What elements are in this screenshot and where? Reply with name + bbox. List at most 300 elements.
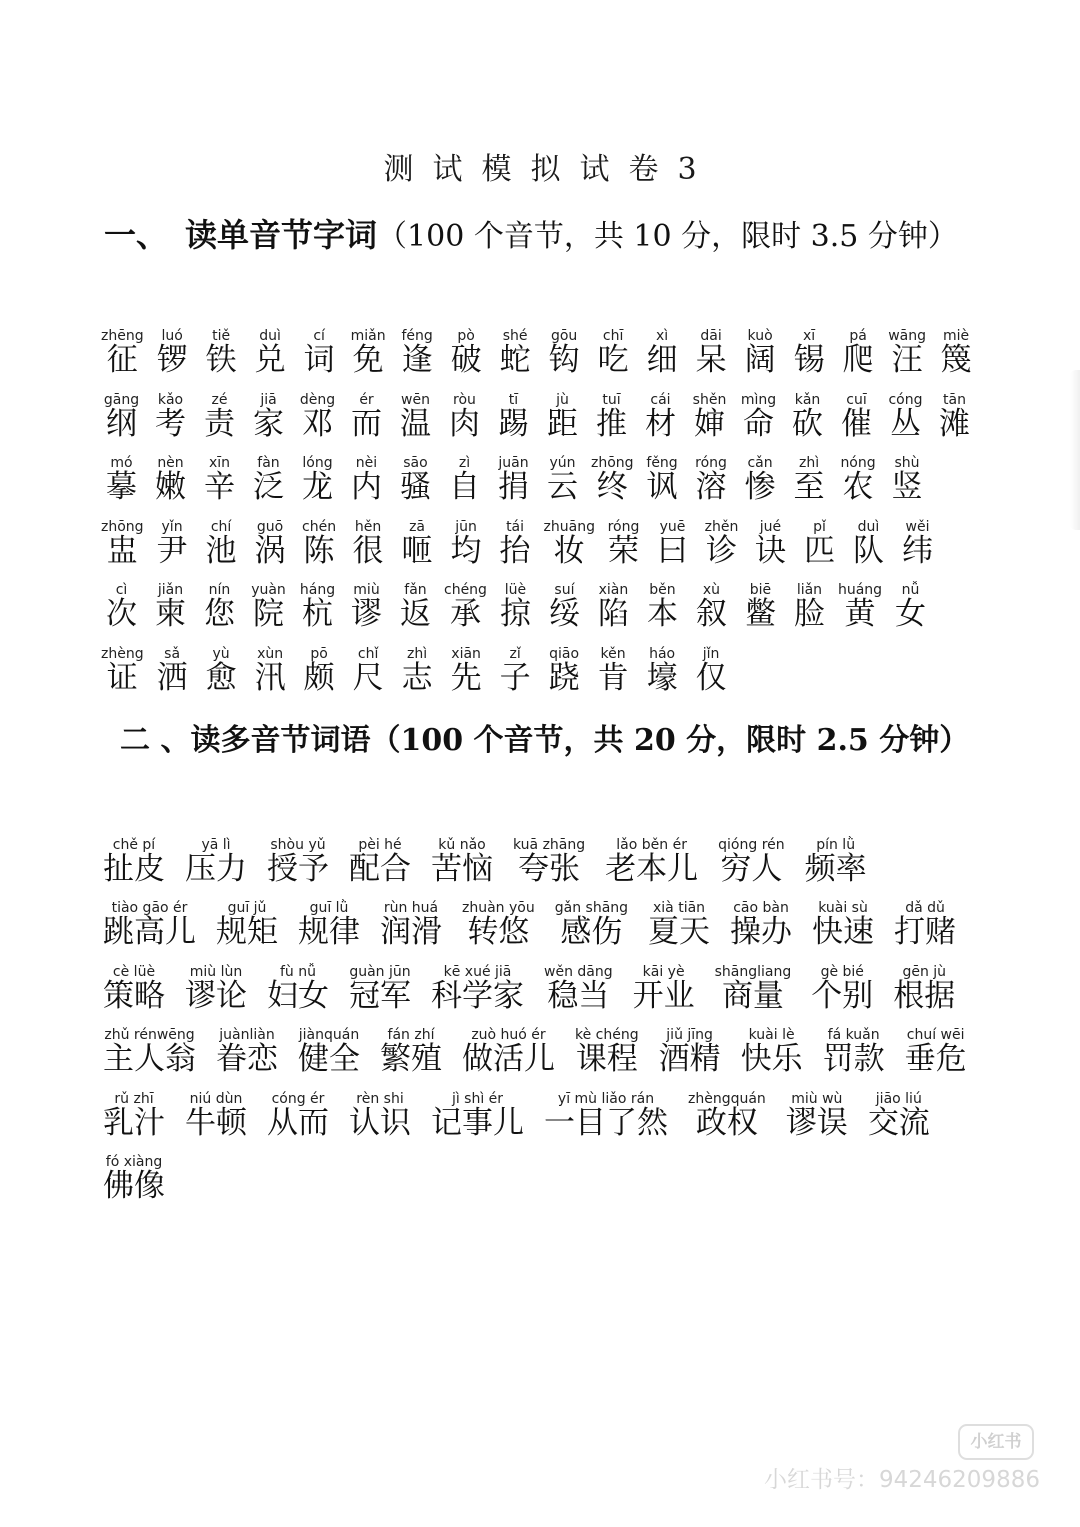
hanzi-char: 免	[352, 342, 384, 378]
syllable-cell	[293, 392, 342, 440]
syllable-cell	[932, 328, 981, 376]
hanzi-char: 鳖	[744, 596, 776, 632]
word-pinyin: kē xué jiā	[443, 963, 512, 980]
word-pinyin: guī lǜ	[309, 900, 349, 917]
syllable-cell	[97, 328, 148, 376]
hanzi-char: 汛	[254, 659, 286, 696]
hanzi-char: 嫩	[155, 469, 186, 505]
pinyin-label: cǎn	[747, 455, 773, 471]
syllable-cell	[930, 392, 979, 440]
word-hanzi: 妇女	[267, 977, 329, 1014]
pinyin-label: kǎn	[794, 391, 821, 408]
pinyin-label: zhèng	[101, 645, 144, 662]
syllable-cell	[589, 328, 638, 376]
hanzi-char: 铁	[205, 342, 237, 378]
syllable-cell	[391, 455, 440, 503]
pinyin-label: yù	[212, 645, 230, 662]
syllable-cell	[834, 582, 886, 630]
syllable-cell	[540, 328, 589, 376]
word-pinyin: niú dùn	[189, 1090, 243, 1107]
hanzi-char: 柬	[155, 596, 186, 632]
hanzi-char: 绥	[548, 596, 580, 632]
pinyin-label: féng	[401, 328, 433, 344]
watermark-account: 小红书号：94246209886	[764, 1467, 1040, 1493]
pinyin-label: biē	[749, 582, 772, 598]
word-pinyin: yī mù liǎo rán	[557, 1090, 655, 1107]
word-item	[349, 964, 411, 1012]
word-pinyin: fán zhí	[387, 1027, 435, 1044]
word-pinyin: rǔ zhī	[114, 1090, 154, 1107]
word-item	[513, 837, 585, 885]
syllable-cell	[638, 646, 687, 694]
syllable-cell	[540, 519, 599, 567]
hanzi-char: 骚	[400, 469, 431, 505]
word-hanzi: 配合	[349, 851, 411, 887]
hanzi-char: 竖	[891, 469, 923, 505]
syllable-cell	[295, 328, 344, 376]
pinyin-label: zhì	[798, 455, 820, 471]
pinyin-label: hěn	[354, 518, 382, 535]
hanzi-char: 蛇	[499, 342, 531, 378]
syllable-cell	[587, 455, 638, 503]
word-hanzi: 规矩	[216, 914, 278, 951]
word-pinyin: chuí wēi	[906, 1027, 965, 1044]
syllable-cell	[795, 519, 844, 567]
word-pinyin: cóng ér	[271, 1090, 325, 1107]
word-pinyin: jiànquán	[298, 1027, 360, 1044]
syllable-cell	[736, 582, 785, 630]
hanzi-char: 涡	[254, 532, 286, 569]
hanzi-char: 尹	[156, 532, 188, 569]
syllable-cell	[587, 392, 636, 440]
word-pinyin: gǎn shāng	[554, 900, 629, 917]
syllable-cell	[844, 519, 893, 567]
word-hanzi: 规律	[298, 914, 360, 951]
hanzi-char: 池	[205, 532, 237, 569]
syllable-cell	[342, 455, 391, 503]
word-item	[462, 900, 535, 951]
word-item	[380, 1027, 442, 1078]
hanzi-char: 返	[400, 596, 431, 632]
pinyin-label: zǐ	[509, 645, 521, 662]
syllable-cell	[244, 392, 293, 440]
hanzi-char: 距	[547, 405, 578, 442]
syllable-cell	[491, 519, 540, 567]
word-item	[715, 964, 792, 1012]
hanzi-char: 汪	[891, 342, 923, 378]
pinyin-label: cóng	[888, 391, 923, 408]
word-item	[267, 837, 329, 885]
word-pinyin: guī jǔ	[227, 900, 267, 917]
section-2-heading	[120, 720, 969, 762]
word-pinyin: kāi yè	[642, 963, 685, 980]
hanzi-char: 次	[106, 596, 137, 632]
pinyin-label: zhēng	[101, 328, 144, 344]
word-pinyin: miù wù	[791, 1090, 843, 1107]
syllable-cell	[442, 328, 491, 376]
pinyin-label: wēn	[401, 391, 430, 408]
pinyin-label: lüè	[504, 582, 527, 598]
syllable-cell	[893, 519, 942, 567]
syllable-cell	[589, 582, 638, 630]
word-item	[298, 900, 360, 951]
syllable-cell	[736, 328, 785, 376]
word-hanzi: 政权	[695, 1104, 758, 1141]
syllable-cell	[197, 519, 246, 567]
pinyin-label: chǐ	[357, 645, 379, 662]
syllable-cell	[148, 646, 197, 694]
pinyin-label: jué	[759, 518, 782, 535]
word-hanzi: 从而	[267, 1104, 329, 1141]
word-item	[605, 837, 698, 885]
word-row	[103, 1027, 987, 1078]
word-pinyin: jiǔ jīng	[666, 1027, 713, 1044]
pinyin-label: tuī	[602, 391, 621, 408]
pinyin-label: nèn	[157, 455, 184, 471]
word-item	[349, 1091, 411, 1139]
hanzi-char: 溶	[695, 469, 727, 505]
hanzi-char: 爬	[842, 342, 874, 378]
syllable-cell	[881, 392, 930, 440]
hanzi-char: 黄	[844, 596, 876, 632]
word-pinyin: wěn dāng	[544, 963, 613, 980]
word-hanzi: 感伤	[560, 914, 623, 951]
hanzi-char: 龙	[302, 469, 333, 505]
syllable-cell	[491, 328, 540, 376]
hanzi-char: 邓	[302, 405, 333, 442]
hanzi-char: 温	[400, 405, 431, 442]
word-pinyin: gēn jù	[902, 963, 947, 980]
hanzi-char: 摹	[106, 469, 137, 505]
syllable-cell	[97, 519, 148, 567]
syllable-cell	[295, 646, 344, 694]
hanzi-char: 呆	[695, 342, 727, 378]
syllable-cell	[489, 455, 538, 503]
syllable-cell	[391, 582, 440, 630]
pinyin-label: shé	[502, 328, 528, 344]
hanzi-char: 泛	[253, 469, 284, 505]
syllable-row	[97, 519, 981, 567]
pinyin-label: cì	[115, 582, 128, 598]
word-row	[103, 1091, 987, 1139]
word-pinyin: lǎo běn ér	[616, 837, 687, 853]
pinyin-label: suí	[554, 582, 575, 598]
word-hanzi: 商量	[721, 977, 784, 1014]
hanzi-char: 队	[852, 532, 884, 569]
syllable-cell	[342, 582, 391, 630]
pinyin-label: cuī	[846, 391, 867, 408]
pinyin-label: duì	[857, 518, 880, 535]
word-item	[216, 1027, 278, 1078]
hanzi-char: 志	[401, 659, 433, 696]
pinyin-label: tī	[508, 391, 519, 408]
syllable-cell	[883, 328, 932, 376]
word-item	[544, 1091, 668, 1139]
word-hanzi: 科学家	[431, 977, 524, 1014]
hanzi-char: 农	[842, 469, 874, 505]
hanzi-char: 考	[155, 405, 186, 442]
pinyin-label: kuò	[747, 328, 773, 344]
pinyin-label: guō	[256, 518, 284, 535]
pinyin-label: kǎo	[157, 391, 184, 408]
pinyin-label: mó	[110, 455, 133, 471]
syllable-cell	[146, 455, 195, 503]
word-pinyin: juànliàn	[219, 1027, 275, 1044]
syllable-cell	[246, 646, 295, 694]
pinyin-label: háo	[649, 645, 676, 662]
word-pinyin: zhèngquán	[688, 1090, 766, 1107]
pinyin-label: pò	[457, 328, 475, 344]
syllable-cell	[538, 455, 587, 503]
syllable-cell	[146, 582, 195, 630]
hanzi-char: 锣	[156, 342, 188, 378]
syllable-cell	[638, 582, 687, 630]
hanzi-char: 捐	[498, 469, 529, 505]
hanzi-char: 陷	[597, 596, 629, 632]
word-hanzi: 根据	[893, 977, 956, 1014]
pinyin-label: nín	[208, 582, 231, 598]
syllable-cell	[886, 582, 935, 630]
word-hanzi: 跳高儿	[103, 914, 196, 951]
hanzi-char: 肯	[597, 659, 629, 696]
pinyin-label: chī	[602, 328, 624, 344]
word-hanzi: 谬论	[185, 977, 247, 1014]
word-item	[786, 1091, 848, 1139]
syllable-cell	[489, 392, 538, 440]
word-hanzi: 健全	[298, 1041, 360, 1078]
hanzi-char: 本	[646, 596, 678, 632]
hanzi-char: 婶	[694, 405, 725, 442]
syllable-cell	[540, 582, 589, 630]
syllable-row	[97, 392, 981, 440]
word-item	[103, 837, 165, 885]
word-item	[349, 837, 411, 885]
word-pinyin: pín lǜ	[816, 837, 856, 853]
hanzi-char: 纲	[106, 405, 137, 442]
syllable-cell	[685, 392, 734, 440]
word-item	[554, 900, 629, 951]
word-pinyin: xià tiān	[653, 900, 706, 917]
page-title: 测试模拟试卷3	[383, 152, 716, 187]
word-hanzi: 夏天	[648, 914, 711, 951]
word-item	[718, 837, 785, 885]
pinyin-label: zé	[211, 391, 228, 408]
word-item	[904, 1027, 967, 1078]
word-item	[868, 1091, 930, 1139]
word-hanzi: 夸张	[518, 851, 581, 887]
word-pinyin: qióng rén	[718, 837, 785, 853]
hanzi-char: 材	[645, 405, 676, 442]
word-pinyin: kǔ nǎo	[438, 837, 486, 853]
syllable-cell	[393, 328, 442, 376]
syllable-cell	[783, 392, 832, 440]
syllable-cell	[746, 519, 795, 567]
syllable-cell	[785, 455, 834, 503]
hanzi-char: 荣	[607, 532, 639, 569]
pinyin-label: háng	[299, 582, 336, 598]
page-edge-shadow	[1070, 370, 1080, 530]
syllable-cell	[391, 392, 440, 440]
pinyin-label: qiāo	[549, 645, 580, 662]
pinyin-label: mìng	[740, 391, 777, 408]
pinyin-label: xī	[803, 328, 816, 344]
hanzi-char: 仅	[695, 659, 727, 696]
word-pinyin: kuài lè	[748, 1027, 795, 1044]
hanzi-char: 愈	[205, 659, 237, 696]
hanzi-char: 讽	[646, 469, 678, 505]
word-pinyin: gè bié	[820, 963, 864, 980]
word-pinyin: dǎ dǔ	[905, 900, 945, 917]
pinyin-label: dèng	[299, 391, 336, 408]
syllable-cell	[344, 646, 393, 694]
syllable-cell	[599, 519, 648, 567]
syllable-cell	[246, 519, 295, 567]
pinyin-label: gōu	[550, 328, 578, 344]
word-hanzi: 频率	[804, 851, 867, 887]
pinyin-label: cí	[313, 328, 325, 344]
pinyin-label: tān	[943, 391, 966, 408]
word-hanzi: 转悠	[467, 914, 530, 951]
pinyin-label: zhěn	[704, 518, 739, 535]
word-hanzi: 做活儿	[462, 1041, 555, 1078]
syllable-row	[97, 582, 981, 630]
hanzi-char: 匹	[803, 532, 835, 569]
hanzi-char: 吃	[597, 342, 629, 378]
word-item	[185, 964, 247, 1012]
pinyin-label: lóng	[302, 455, 333, 471]
pinyin-label: nǚ	[901, 582, 920, 598]
pinyin-label: nèi	[355, 455, 378, 471]
hanzi-char: 命	[743, 405, 774, 442]
word-row	[103, 837, 987, 885]
hanzi-char: 叙	[695, 596, 727, 632]
hanzi-char: 家	[253, 405, 284, 442]
hanzi-char: 子	[499, 659, 531, 696]
syllable-cell	[589, 646, 638, 694]
hanzi-char: 踢	[498, 405, 529, 442]
hanzi-char: 杭	[302, 596, 333, 632]
pinyin-label: róng	[607, 518, 640, 535]
syllable-cell	[687, 455, 736, 503]
pinyin-label: duì	[259, 328, 281, 344]
word-hanzi: 谬误	[785, 1104, 848, 1141]
word-hanzi: 佛像	[103, 1167, 165, 1204]
word-item	[185, 1091, 247, 1139]
pinyin-label: běn	[649, 582, 676, 598]
pinyin-label: chén	[302, 518, 337, 535]
syllable-cell	[244, 582, 293, 630]
word-item	[575, 1027, 639, 1078]
word-item	[740, 1027, 803, 1078]
multi-syllable-word-grid	[103, 837, 987, 1217]
syllable-cell	[636, 392, 685, 440]
hanzi-char: 征	[106, 342, 138, 378]
pinyin-label: zì	[458, 455, 471, 471]
syllable-cell	[97, 582, 146, 630]
word-item	[822, 1027, 885, 1078]
hanzi-char: 词	[303, 342, 335, 378]
word-item	[267, 964, 329, 1012]
section-2-note: （100 个音节，共 20 分，限时 2.5 分钟）	[370, 723, 970, 758]
hanzi-char: 女	[895, 596, 927, 632]
pinyin-label: fǎn	[404, 582, 427, 598]
syllable-cell	[648, 519, 697, 567]
syllable-cell	[442, 519, 491, 567]
hanzi-char: 脸	[793, 596, 825, 632]
word-pinyin: zhuàn yōu	[462, 900, 535, 917]
hanzi-char: 砍	[792, 405, 823, 442]
word-item	[658, 1027, 721, 1078]
hanzi-char: 陈	[303, 532, 335, 569]
pinyin-label: xiàn	[598, 582, 629, 598]
single-syllable-grid	[97, 328, 981, 709]
hanzi-char: 抬	[499, 532, 531, 569]
word-row	[103, 964, 987, 1012]
syllable-cell	[195, 392, 244, 440]
pinyin-label: yún	[549, 455, 576, 471]
syllable-cell	[97, 455, 146, 503]
watermark-logo: 小红书	[958, 1424, 1034, 1460]
syllable-cell	[785, 582, 834, 630]
word-pinyin: guàn jūn	[349, 963, 411, 980]
syllable-cell	[687, 582, 736, 630]
word-hanzi: 扯皮	[103, 851, 165, 887]
pinyin-label: wāng	[888, 328, 926, 344]
word-pinyin: rùn huá	[383, 900, 439, 917]
hanzi-char: 阔	[744, 342, 776, 378]
word-item	[267, 1091, 329, 1139]
word-item	[805, 837, 867, 885]
hanzi-char: 破	[450, 342, 482, 378]
pinyin-label: miǎn	[350, 328, 386, 344]
hanzi-char: 诊	[705, 532, 737, 569]
word-item	[648, 900, 711, 951]
word-pinyin: kuài sù	[818, 900, 868, 917]
word-pinyin: chě pí	[112, 837, 156, 853]
syllable-cell	[197, 328, 246, 376]
word-pinyin: zhǔ rénwēng	[104, 1027, 195, 1044]
hanzi-char: 妆	[553, 532, 585, 569]
word-item	[103, 1154, 165, 1202]
word-hanzi: 润滑	[380, 914, 442, 951]
pinyin-label: xùn	[257, 645, 284, 662]
syllable-cell	[344, 328, 393, 376]
word-item	[894, 900, 957, 951]
syllable-cell	[393, 519, 442, 567]
word-item	[103, 1027, 196, 1078]
word-hanzi: 交流	[867, 1104, 930, 1141]
word-hanzi: 策略	[103, 977, 165, 1014]
hanzi-char: 惨	[744, 469, 776, 505]
hanzi-char: 逢	[401, 342, 433, 378]
syllable-cell	[834, 455, 883, 503]
word-hanzi: 穷人	[720, 851, 783, 887]
pinyin-label: xù	[702, 582, 721, 598]
hanzi-char: 先	[450, 659, 482, 696]
syllable-cell	[883, 455, 932, 503]
syllable-cell	[540, 646, 589, 694]
word-item	[812, 900, 875, 951]
word-pinyin: jiāo liú	[875, 1090, 922, 1107]
pinyin-label: xiān	[451, 645, 481, 662]
word-pinyin: fù nǚ	[280, 963, 316, 980]
syllable-cell	[393, 646, 442, 694]
syllable-cell	[148, 519, 197, 567]
syllable-cell	[293, 582, 342, 630]
word-pinyin: cè lüè	[112, 963, 156, 980]
pinyin-label: zhōng	[591, 455, 634, 471]
word-item	[544, 964, 613, 1012]
